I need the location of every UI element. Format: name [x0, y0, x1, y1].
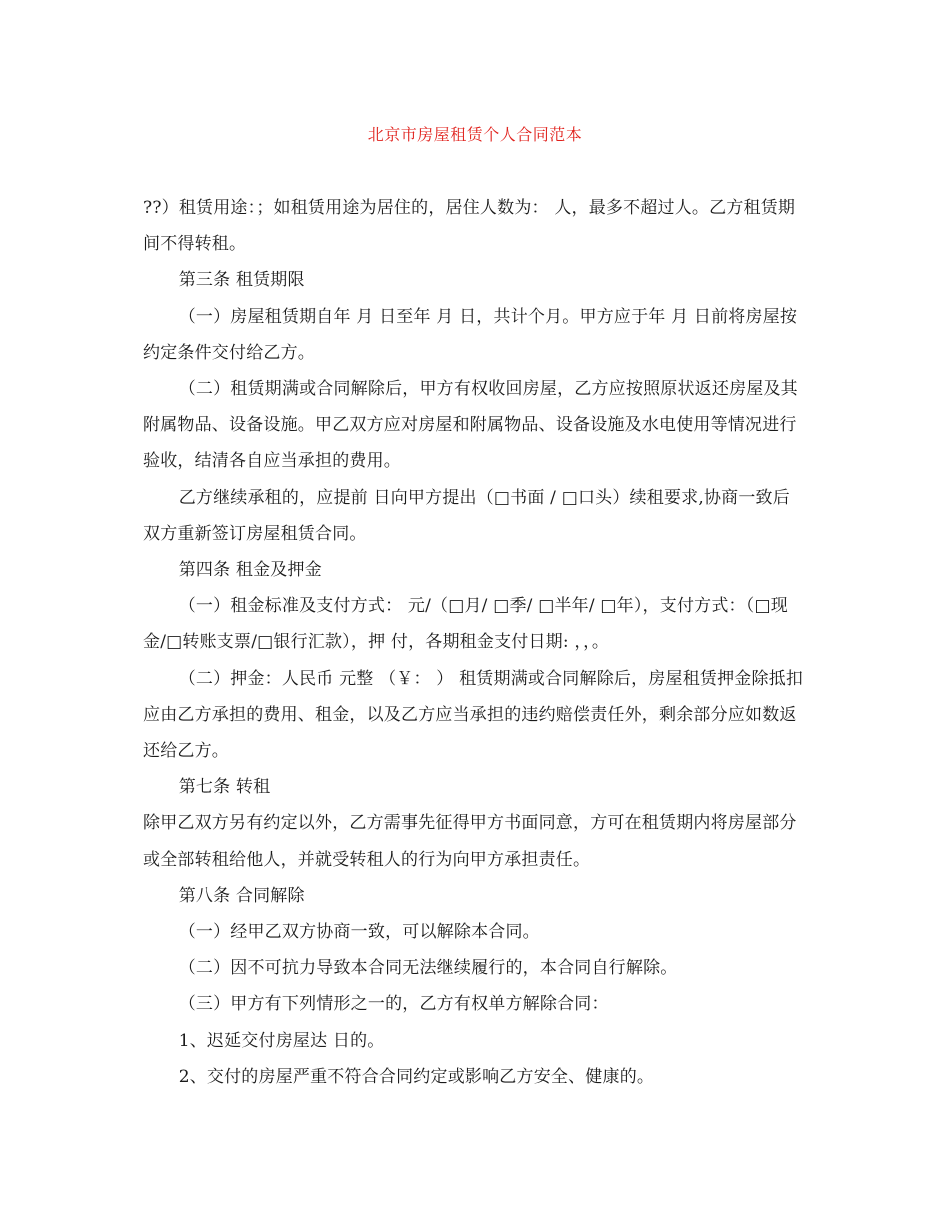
paragraph: 乙方继续承租的，应提前 日向甲方提出（□书面 / □口头）续租要求,协商一致后双方重新签订房屋租赁合同。 [143, 487, 790, 544]
paragraph: 除甲乙双方另有约定以外，乙方需事先征得甲方书面同意，方可在租赁期内将房屋部分或全部转租给他人，并就受转租人的行为向甲方承担责任。 [143, 813, 797, 870]
section-heading: 第七条 转租 [178, 777, 271, 798]
document-title: 北京市房屋租赁个人合同范本 [367, 125, 583, 144]
paragraph: （二）押金：人民币 元整 （￥： ） 租赁期满或合同解除后，房屋租赁押金除抵扣应由乙方承担的费用、租金，以及乙方应当承担的违约赔偿责任外，剩余部分应如数返还给乙方。 [143, 668, 804, 762]
list-item: 1、迟延交付房屋达 日的。 [178, 1030, 385, 1051]
section-heading: 第四条 租金及押金 [178, 560, 322, 581]
paragraph: （一）经甲乙双方协商一致，可以解除本合同。 [178, 922, 540, 943]
paragraph: （二）因不可抗力导致本合同无法继续履行的，本合同自行解除。 [178, 958, 678, 979]
document-body [143, 190, 807, 1095]
paragraph: ??）租赁用途：；如租赁用途为居住的，居住人数为： 人，最多不超过人。乙方租赁期间不得转租。 [143, 198, 796, 255]
paragraph: （三）甲方有下列情形之一的，乙方有权单方解除合同： [178, 994, 609, 1015]
paragraph: （一）房屋租赁期自年 月 日至年 月 日，共计个月。甲方应于年 月 日前将房屋按约定条件交付给乙方。 [143, 306, 798, 363]
section-heading: 第三条 租赁期限 [178, 270, 305, 291]
paragraph: （二）租赁期满或合同解除后，甲方有权收回房屋，乙方应按照原状返还房屋及其附属物品、设备设施。甲乙双方应对房屋和附属物品、设备设施及水电使用等情况进行验收，结清各自应当承担的费用。 [143, 379, 798, 472]
section-heading: 第八条 合同解除 [178, 885, 305, 906]
list-item: 2、交付的房屋严重不符合合同约定或影响乙方安全、健康的。 [178, 1066, 655, 1087]
paragraph: （一）租金标准及支付方式： 元/（□月/ □季/ □半年/ □年），支付方式：（□现金/□转账支票/□银行汇款），押 付，各期租金支付日期: ，，。 [143, 596, 788, 653]
